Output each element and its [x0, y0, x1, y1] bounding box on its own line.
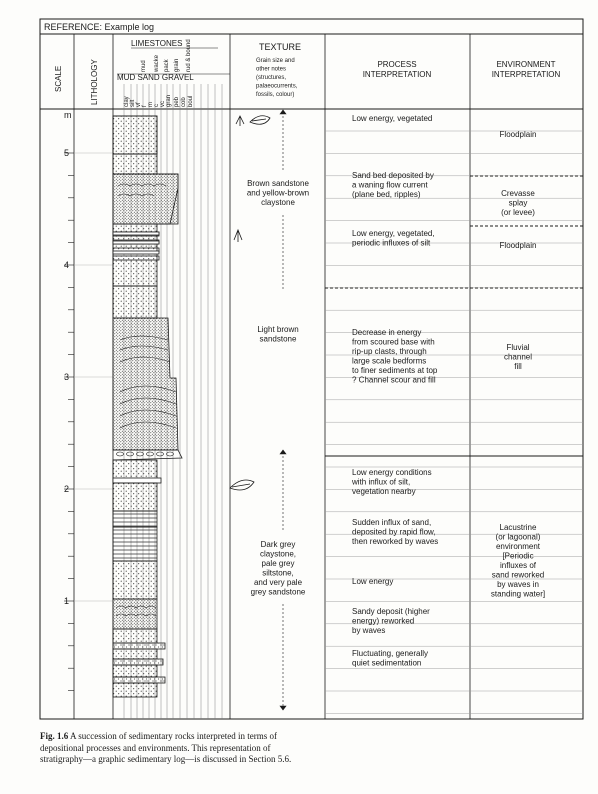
- limestone-type-label: wacke: [154, 54, 160, 72]
- scale-label-2: 2: [64, 484, 70, 494]
- process-note: Low energy: [352, 577, 394, 586]
- process-header: [363, 60, 432, 79]
- environment-header-line: INTERPRETATION: [491, 70, 561, 79]
- texture-note: grey sandstone: [250, 587, 306, 597]
- grain-size-label: clay: [124, 96, 130, 107]
- bed-fluct-3: [113, 649, 157, 659]
- bed-fluct-6: [113, 677, 165, 683]
- process-note: Low energy, vegetated,: [352, 229, 435, 238]
- bed-lake-clay: [113, 511, 157, 527]
- bed-channel-main: [113, 318, 178, 450]
- process-note: a waning flow current: [352, 180, 428, 190]
- grain-size-label: f: [142, 105, 148, 107]
- process-note: Sandy deposit (higher: [352, 607, 430, 616]
- process-header-line: PROCESS: [377, 60, 417, 69]
- bed-fluct-5: [113, 665, 157, 677]
- bed-silt-influx: [113, 478, 161, 483]
- environment-note: Floodplain: [499, 130, 537, 139]
- environment-boundaries: [325, 176, 583, 456]
- bed-fluct-1: [113, 629, 157, 643]
- process-note: ? Channel scour and fill: [352, 375, 436, 385]
- environment-note: influxes of: [499, 561, 537, 570]
- environment-note: (or levee): [501, 208, 535, 217]
- scale-label-1: 1: [64, 596, 70, 606]
- grain-size-label: vf: [136, 102, 142, 107]
- process-note: Decrease in energy: [352, 328, 422, 337]
- texture-note-line: Grain size and: [256, 58, 295, 64]
- texture-notes: [247, 179, 310, 597]
- grain-size-label: vc: [160, 101, 166, 107]
- texture-note: and very pale: [253, 578, 303, 587]
- texture-note-line: other notes: [256, 66, 287, 73]
- environment-note: Lacustrine: [499, 523, 537, 532]
- limestone-type-label: grain: [174, 58, 180, 72]
- texture-note-line: (structures,: [256, 75, 287, 81]
- environment-note: splay: [508, 198, 528, 208]
- reference-label: REFERENCE: Example log: [44, 22, 155, 32]
- bed-low-energy: [113, 561, 157, 599]
- limestone-type-label: mud: [141, 60, 147, 72]
- environment-note: (or lagoonal): [495, 532, 541, 542]
- process-note: Low energy conditions: [352, 468, 432, 477]
- bed-sand-upper: [113, 154, 157, 174]
- bed-floodplain-top: [113, 116, 157, 154]
- texture-note: Brown sandstone: [247, 179, 309, 188]
- bed-stripe-6: [113, 241, 159, 244]
- environment-note: environment: [495, 542, 541, 551]
- grain-size-labels: [124, 95, 194, 107]
- leaf-fossil-icon: [230, 480, 254, 490]
- texture-note: Dark grey: [260, 540, 296, 549]
- environment-note: by waves in: [497, 580, 539, 589]
- texture-note: claystone: [261, 198, 295, 207]
- environment-note: standing water]: [490, 589, 546, 599]
- figure-caption: [40, 731, 300, 766]
- environment-note: [Periodic: [502, 551, 534, 561]
- grain-size-label: silt: [130, 99, 136, 107]
- bed-channel-fine: [113, 286, 157, 318]
- bed-fluct-7: [113, 683, 157, 697]
- grain-size-label: c: [154, 104, 160, 107]
- process-note: from scoured base with: [352, 337, 435, 347]
- process-note: with influx of silt,: [352, 477, 411, 487]
- process-header-line: INTERPRETATION: [362, 70, 432, 79]
- caption-text: A succession of sedimentary rocks interpreted in terms of depositional processes and environments. This representation of stratigraphy—a graphic sedimentary log—is discussed in Section 5.6.: [40, 731, 292, 765]
- process-note: deposited by rapid flow,: [352, 527, 436, 537]
- environment-note: Fluvial: [506, 343, 530, 352]
- scale-header: SCALE: [54, 65, 63, 92]
- process-note: Fluctuating, generally: [352, 649, 429, 658]
- grain-size-label: cob: [181, 97, 187, 107]
- scale-ticks: [64, 153, 113, 691]
- texture-header-note: [256, 58, 298, 98]
- process-note: quiet sedimentation: [352, 658, 422, 668]
- bed-sudden-sand: [113, 527, 157, 561]
- texture-note: siltstone,: [262, 568, 294, 578]
- bed-lake-silt: [113, 483, 157, 511]
- process-note: Low energy, vegetated: [352, 114, 433, 123]
- grain-size-label: peb: [174, 96, 180, 107]
- lithology-column: [113, 116, 182, 697]
- scale-label-5: 5: [64, 148, 70, 158]
- rootlet-icon: [234, 230, 242, 242]
- caption-label: Fig. 1.6: [40, 731, 69, 741]
- process-note: by waves: [352, 626, 386, 635]
- texture-note-line: palaeocurrents,: [256, 83, 298, 90]
- environment-header: [492, 60, 561, 79]
- texture-note: Light brown: [257, 325, 299, 334]
- environment-header-line: ENVIRONMENT: [496, 60, 556, 69]
- process-note: vegetation nearby: [352, 487, 416, 496]
- rip-up-clasts: [117, 452, 174, 456]
- scale-label-4: 4: [64, 260, 70, 270]
- environment-note: Floodplain: [499, 241, 537, 250]
- process-notes: [351, 114, 438, 668]
- limestone-type-label: pack: [164, 59, 170, 72]
- limestones-header: LIMESTONES: [131, 39, 183, 48]
- grain-size-label: m: [148, 102, 154, 107]
- process-note: Sudden influx of sand,: [352, 518, 432, 527]
- process-note: then reworked by waves: [352, 537, 439, 546]
- scale-unit: m: [64, 110, 72, 120]
- process-note: large scale bedforms: [352, 356, 427, 366]
- environment-notes: [491, 130, 545, 599]
- scale-label-3: 3: [64, 372, 70, 382]
- texture-note: sandstone: [259, 334, 297, 344]
- process-note: periodic influxes of silt: [352, 238, 431, 248]
- environment-note: sand reworked: [491, 570, 545, 580]
- process-note: (plane bed, ripples): [352, 190, 421, 199]
- grain-size-label: gran: [166, 94, 172, 107]
- process-note: rip-up clasts, through: [352, 347, 427, 356]
- process-note: to finer sediments at top: [352, 366, 438, 375]
- plant-fossil-icon: [236, 116, 270, 126]
- texture-note: and yellow-brown: [246, 188, 310, 198]
- environment-note: fill: [514, 362, 522, 371]
- texture-note: pale grey: [261, 559, 295, 568]
- lithology-header: LITHOLOGY: [90, 59, 99, 105]
- texture-note-line: fossils, colour): [256, 92, 295, 98]
- bed-stripe-5: [113, 232, 159, 235]
- process-note: energy) reworked: [352, 616, 415, 626]
- grain-size-label: boul: [188, 95, 194, 107]
- bed-fluct-4: [113, 659, 163, 665]
- bed-stripe-7: [113, 251, 159, 254]
- texture-header: TEXTURE: [259, 42, 302, 52]
- bed-fluct-2: [113, 643, 165, 649]
- limestone-type-label: rud & bound: [186, 39, 192, 72]
- environment-note: Crevasse: [501, 189, 535, 198]
- mud-sand-gravel-header: MUD SAND GRAVEL: [117, 73, 194, 82]
- bed-crevasse-sand: [113, 174, 178, 224]
- environment-note: channel: [503, 352, 533, 362]
- texture-note: claystone,: [259, 549, 297, 559]
- process-note: Sand bed deposited by: [352, 171, 434, 180]
